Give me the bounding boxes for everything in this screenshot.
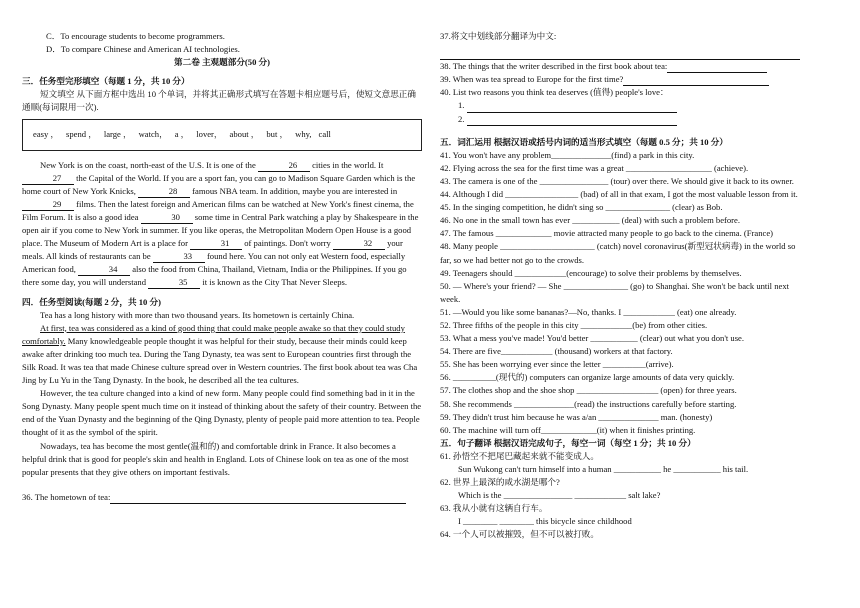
cloze-text: of paintings. Don't worry [242, 238, 333, 249]
question-55: 55. She has been worrying ever since the letter __________(arrive). [440, 359, 674, 370]
item-number: 2. [458, 113, 465, 124]
word-bank-item: lover， [196, 129, 223, 140]
question-48: 48. Many people ______________________ (catch) novel coronavirus(新型冠状病毒) in the world so far, so we had better not go to the crowds. [440, 241, 796, 265]
question-39 [440, 73, 802, 86]
cloze-text: also the food from China, Thailand, Vietnam, India or the Philippines. If you go there some day, you will understand [22, 264, 407, 288]
cloze-blank-35[interactable]: 35 [148, 277, 200, 289]
question-41: 41. You won't have any problem______________(find) a park in this city. [440, 149, 695, 160]
cloze-text: your meals. All kinds of restaurants can be [22, 238, 403, 262]
cloze-blank-33[interactable]: 33 [153, 251, 205, 263]
word-bank-item: call [318, 129, 331, 140]
question-42: 42. Flying across the sea for the first time was a great ____________________ (achieve). [440, 162, 749, 173]
question-40: 40. List two reasons you think tea deserves (值得) people's love： [440, 87, 669, 98]
question-43: 43. The camera is one of the ________________ (tour) over there. We should give it back to its owner. [440, 175, 794, 186]
reading-paragraph-2 [22, 322, 422, 387]
answer-line-40-2[interactable] [467, 125, 677, 126]
section6-title: 五．句子翻译 根据汉语完成句子，每空一词（每空 1 分；共 10 分） [440, 437, 696, 448]
reading-paragraph-3: However, the tea culture changed into a kind of new form. Many people could find something bad in it in the Song Dynasty. Many people spent much time on it instead of thinking about the safety of their country. Between the end of the Yuan Dynasty and the beginning of the Qing Dynasty, plenty of people paid more attention to tea. People thought of it as the symbol of the spirit. [22, 388, 422, 438]
question-36-text: 36. The hometown of tea: [22, 491, 111, 502]
question-40-item-1 [440, 99, 802, 112]
question-46: 46. No one in the small town has ever ___________ (deal) with such a problem before. [440, 215, 740, 226]
cloze-text: cities in the world. It [309, 159, 384, 170]
right-column [440, 30, 802, 542]
cloze-blank-34[interactable]: 34 [78, 264, 130, 276]
question-62-answer: Which is the ________________ ____________ salt lake? [458, 490, 661, 501]
word-bank-item: about ， [229, 129, 260, 140]
item-number: 1. [458, 100, 465, 111]
question-63: 63. 我从小就有这辆自行车。 [440, 503, 548, 514]
word-bank-item: easy ， [33, 129, 60, 140]
question-39-text: 39. When was tea spread to Europe for the first time? [440, 74, 624, 85]
question-51: 51. —Would you like some bananas?—No, thanks. I ____________ (eat) one already. [440, 306, 737, 317]
cloze-text: found here. You can not only eat Western food, especially American food, [22, 251, 406, 275]
cloze-blank-32[interactable]: 32 [333, 238, 385, 250]
cloze-blank-26[interactable]: 26 [258, 160, 310, 172]
question-44: 44. Although I did _________________ (bad) of all in that exam, I got the most valuable lesson from it. [440, 189, 798, 200]
cloze-blank-28[interactable]: 28 [138, 186, 190, 198]
section3-instructions: 短文填空 从下面方框中选出 10 个单词，并将其正确形式填写在答题卡相应题号后，使短文意思正确通顺(每词限用一次). [22, 89, 416, 113]
cloze-text: the Capital of the World. If you are a sport fan, you can go to Madison Square Garden which is the home court of New York Knicks, [22, 172, 416, 196]
section5-title: 五．词汇运用 根据汉语或括号内词的适当形式填空（每题 0.5 分；共 10 分） [440, 136, 728, 147]
option-d: D．To compare Chinese and American AI technologies. [46, 44, 240, 55]
question-40-item-2 [440, 113, 802, 126]
word-bank-item: spend ， [66, 129, 97, 140]
question-53: 53. What a mess you've made! You'd better ___________ (clear) out what you don't use. [440, 333, 745, 344]
question-38 [440, 60, 802, 73]
cloze-text: films. Then the latest foreign and American films can be watched at New York's finest cinema, the Film Forum. It is also a good idea [22, 198, 414, 222]
left-column [22, 30, 422, 504]
cloze-blank-31[interactable]: 31 [190, 238, 242, 250]
section3-title: 三．任务型完形填空（每题 1 分，共 10 分） [22, 76, 190, 87]
cloze-blank-30[interactable]: 30 [141, 212, 193, 224]
word-bank-item: why, [295, 129, 312, 140]
question-50: 50. — Where's your friend? — She _______________ (go) to Shanghai. She won't be back until next week. [440, 280, 790, 304]
question-56: 56. __________(现代的) computers can organize large amounts of data very quickly. [440, 372, 735, 383]
question-47: 47. The famous _____________ movie attracted many people to go back to the cinema. (France) [440, 228, 773, 239]
word-bank-item: a ， [174, 129, 190, 140]
question-60: 60. The machine will turn off_____________(it) when it finishes printing. [440, 424, 696, 435]
option-c: C．To encourage students to become programmers. [46, 31, 225, 41]
question-63-answer: I ________ ________ this bicycle since childhood [458, 516, 632, 527]
question-61: 61. 孙悟空不把尾巴藏起来就不能变成人。 [440, 450, 599, 461]
cloze-text: it is known as the City That Never Sleeps. [200, 277, 348, 288]
word-bank-item: large ， [103, 129, 132, 140]
reading-paragraph-4: Nowadays, tea has become the most gentle(温和的) and comfortable drink in France. It also becomes a helpful drink that is good for people's skin and health in England. Lots of Chinese look on tea as one of the most popular presents that they give others on important festivals. [22, 440, 409, 477]
part2-title: 第二卷 主观题部分(50 分) [174, 57, 270, 68]
question-38-text: 38. The things that the writer described in the first book about tea: [440, 61, 668, 72]
cloze-text: famous NBA team. In addition, maybe you are interested in [190, 185, 398, 196]
question-59: 59. They didn't trust him because he was a/an ______________ man. (honesty) [440, 411, 713, 422]
question-37: 37.将文中划线部分翻译为中文: [440, 31, 557, 41]
section4-title: 四．任务型阅读(每题 2 分，共 10 分) [22, 296, 161, 307]
cloze-text: New York is on the coast, north-east of the U.S. It is one of the [40, 159, 258, 170]
question-49: 49. Teenagers should ____________(encourage) to solve their problems by themselves. [440, 267, 742, 278]
word-bank-item: watch， [138, 129, 168, 140]
cloze-blank-27[interactable]: 27 [22, 173, 74, 185]
question-61-answer: Sun Wukong can't turn himself into a human ___________ he ___________ his tail. [458, 464, 749, 474]
cloze-text: some time in Central Park watching a play by Shakespeare in the open air if you come to New York in summer. If you like operas, the Metropolitan Modern Open House is a good place. The Museum of Modern Art is a place for [22, 211, 419, 249]
cloze-blank-29[interactable]: 29 [22, 199, 74, 211]
answer-line-36[interactable] [110, 503, 406, 504]
word-bank [22, 119, 422, 151]
question-58: 58. She recommends ______________(read) the instructions carefully before starting. [440, 398, 737, 409]
reading-text: Many knowledgeable people thought it was helpful for their study, because their minds could keep awake after drinking too much tea. During the Tang Dynasty, tea was sent to European countries first through the Silk Road. It was tea that made Chinese culture spread over in Western countries. The first book about tea was Cha Jing by Lu Yu in the Tang Dynasty. In the book, he described all the tea cultures. [22, 335, 418, 386]
question-45: 45. In the singing competition, he didn't sing so _______________ (clear) as Bob. [440, 202, 723, 213]
question-57: 57. The clothes shop and the shoe shop ___________________ (open) for three years. [440, 385, 737, 396]
question-52: 52. Three fifths of the people in this city ____________(be) from other cities. [440, 319, 708, 330]
question-36 [22, 491, 422, 504]
question-54: 54. There are five____________ (thousand) workers at that factory. [440, 346, 673, 357]
question-62: 62. 世界上最深的咸水湖是哪个? [440, 477, 560, 488]
cloze-passage [22, 159, 422, 290]
underlined-sentence: At first, tea was considered as a kind of good thing that could make people awake so that they could study comfortably. [22, 322, 405, 346]
question-64: 64. 一个人可以被摧毁，但不可以被打败。 [440, 529, 599, 540]
word-bank-item: but ， [266, 129, 289, 140]
reading-paragraph-1: Tea has a long history with more than two thousand years. Its hometown is certainly China. [40, 309, 355, 320]
